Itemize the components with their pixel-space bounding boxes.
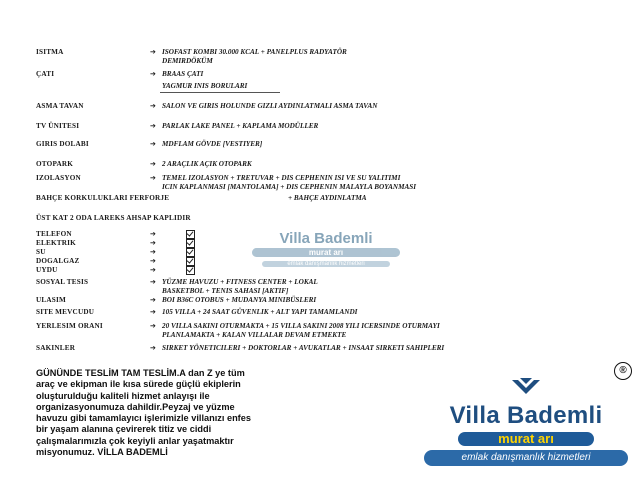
spec-value-2: BASKETBOL + TENIS SAHASI [AKTIF] [162,287,289,295]
checkbox-checked-icon [186,266,195,275]
arrow-icon: ➔ [150,239,156,247]
arrow-icon: ➔ [150,70,156,78]
spec-value: TEMEL IZOLASYON + TRETUVAR + DIS CEPHENIN ISI VE SU YALITIMI [162,174,401,182]
spec-value-2: DEMIRDÖKÜM [162,57,213,65]
arrow-icon: ➔ [150,140,156,148]
spec-value-2: YAGMUR INIS BORULARI [162,82,248,90]
spec-label: ULASIM [36,296,66,304]
spec-row-giris-dolabi [0,140,640,154]
check-label: TELEFON [36,230,72,238]
paragraph-line: bir yaşam alanına çevirerek titiz ve ciddi [36,424,212,435]
paragraph-line: misyonumuz. VİLLA BADEMLİ [36,447,168,458]
spec-label: BAHÇE KORKULUKLARI FERFORJE [36,194,170,202]
spec-label: YERLESIM ORANI [36,322,103,330]
spec-row-cati [0,70,640,90]
paragraph-line: çalışmalarımızla çok keyiyli anlar yaşatmaktır [36,435,234,446]
logo-title: Villa Bademli [449,402,603,429]
paragraph-line: GÜNÜNDE TESLİM TAM TESLİM.A dan Z ye tüm [36,368,245,378]
check-label: UYDU [36,266,58,274]
spec-value: 2 ARAÇLIK AÇIK OTOPARK [162,160,252,168]
spec-row-site-mevcudu [0,308,640,322]
logo-emblem-icon [510,376,542,400]
company-logo [418,360,634,478]
spec-value: YÜZME HAVUZU + FITNESS CENTER + LOKAL [162,278,318,286]
paragraph-line: havuzu gibi tamamlayıcı işlerimizle villanızı enfes [36,413,251,424]
spec-label: SAKINLER [36,344,76,352]
paragraph-line: organizasyonumuza dahildir.Peyzaj ve yüzme [36,401,235,412]
paragraph-line: oluşturulduğu kaliteli hizmet anlayışı ile [36,390,210,401]
spec-label: ASMA TAVAN [36,102,84,110]
spec-value: BOI B36C OTOBUS + MUDANYA MINIBÜSLERI [162,296,317,304]
check-label: ELEKTRIK [36,239,76,247]
spec-label: SOSYAL TESIS [36,278,89,286]
logo-tagline: emlak danışmanlık hizmetleri [424,450,628,466]
spec-value: PARLAK LAKE PANEL + KAPLAMA MODÜLLER [162,122,319,130]
arrow-icon: ➔ [150,160,156,168]
spec-row-isitma [0,48,640,65]
logo-subtitle: murat arı [458,432,594,446]
arrow-icon: ➔ [150,174,156,182]
watermark-title: Villa Bademli [279,230,373,247]
arrow-icon: ➔ [150,308,156,316]
spec-value: ISOFAST KOMBI 30.000 KCAL + PANELPLUS RADYATÖR [162,48,347,56]
spec-row-asma-tavan [0,102,640,116]
arrow-icon: ➔ [150,296,156,304]
arrow-icon: ➔ [150,278,156,286]
spec-row-izolasyon [0,174,640,191]
spec-value: BRAAS ÇATI [162,70,204,78]
spec-label: TV ÜNITESI [36,122,80,130]
arrow-icon: ➔ [150,48,156,56]
spec-value-2: PLANLAMAKTA + KALAN VILLALAR DEVAM ETMEKTE [162,331,347,339]
spec-value: SALON VE GIRIS HOLUNDE GIZLI AYDINLATMALI ASMA TAVAN [162,102,378,110]
spec-value: + BAHÇE AYDINLATMA [288,194,367,202]
spec-value: 20 VILLA SAKINI OTURMAKTA + 15 VILLA SAKINI 2008 YILI ICERSINDE OTURMAYI [162,322,440,330]
spec-label: ÇATI [36,70,55,78]
underline [160,92,280,93]
arrow-icon: ➔ [150,266,156,274]
spec-row-bahce [0,194,640,208]
spec-row-sosyal-tesis [0,278,640,295]
arrow-icon: ➔ [150,122,156,130]
spec-label: IZOLASYON [36,174,81,182]
spec-value: SIRKET YÖNETICILERI + DOKTORLAR + AVUKATLAR + INSAAT SIRKETI SAHIPLERI [162,344,445,352]
spec-value-2: ICIN KAPLANMASI [MANTOLAMA] + DIS CEPHENIN MALAYLA BOYANMASI [162,183,417,191]
arrow-icon: ➔ [150,344,156,352]
spec-label: GIRIS DOLABI [36,140,89,148]
arrow-icon: ➔ [150,322,156,330]
registered-mark-icon: ® [614,362,632,380]
check-label: SU [36,248,46,256]
arrow-icon: ➔ [150,230,156,238]
arrow-icon: ➔ [150,248,156,256]
check-label: DOGALGAZ [36,257,80,265]
watermark-subtitle: murat arı [252,248,400,257]
spec-value: MDFLAM GÖVDE [VESTIYER] [162,140,263,148]
watermark-logo [252,216,400,286]
spec-label: OTOPARK [36,160,74,168]
spec-row-sakinler [0,344,640,358]
arrow-icon: ➔ [150,257,156,265]
spec-label: SITE MEVCUDU [36,308,95,316]
spec-label: ÜST KAT 2 ODA LAREKS AHSAP KAPLIDIR [36,214,191,222]
spec-row-tv-unitesi [0,122,640,136]
spec-row-yerlesim-orani [0,322,640,339]
arrow-icon: ➔ [150,102,156,110]
spec-label: ISITMA [36,48,64,56]
spec-row-otopark [0,160,640,174]
mission-paragraph [36,368,406,458]
spec-value: 105 VILLA + 24 SAAT GÜVENLIK + ALT YAPI TAMAMLANDI [162,308,358,316]
watermark-tagline: emlak danışmanlık hizmetleri [262,261,390,267]
paragraph-line: araç ve ekipman ile kısa sürede güçlü ekiplerin [36,379,241,390]
